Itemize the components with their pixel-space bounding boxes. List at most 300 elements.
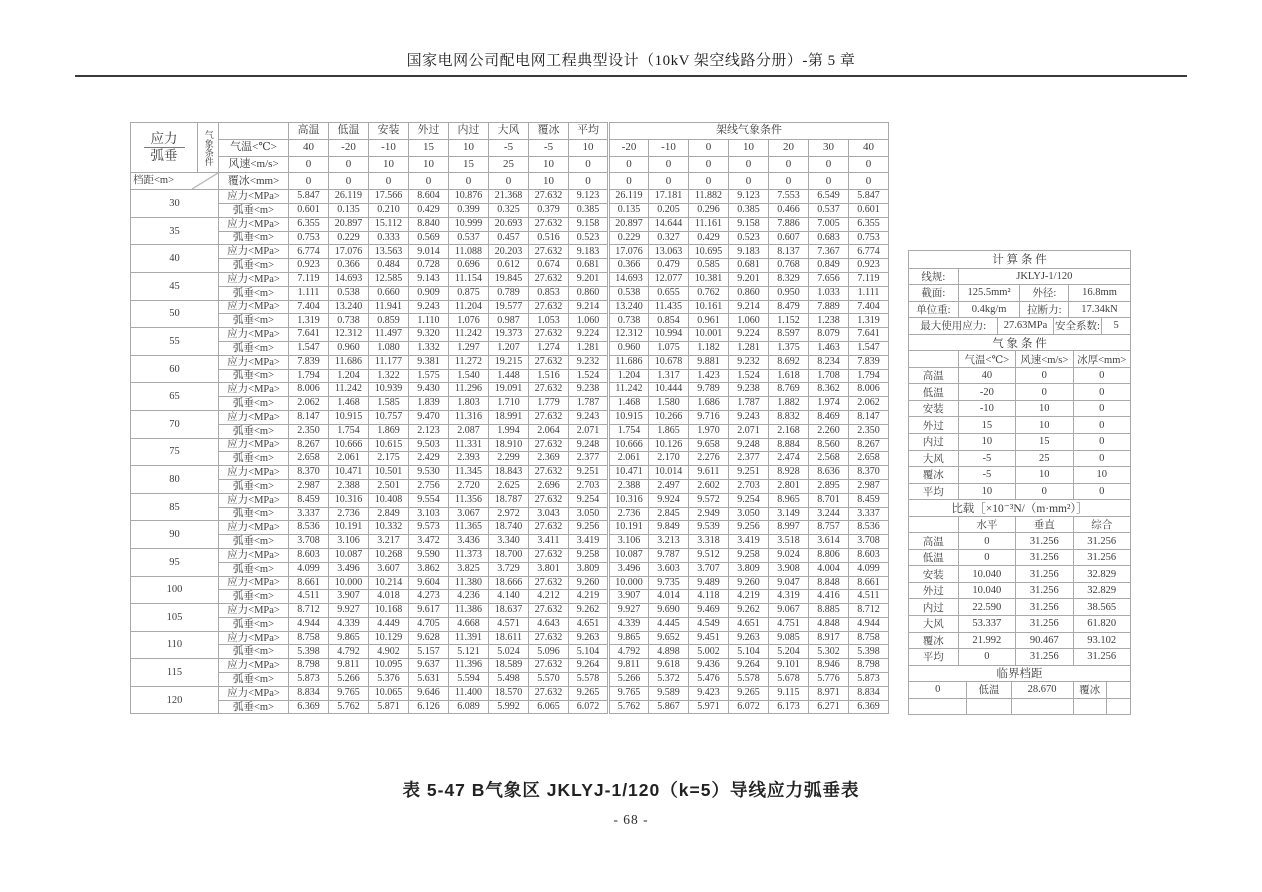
- stress-value-cell: 15.112: [369, 217, 409, 231]
- stress-value-cell: 20.693: [489, 217, 529, 231]
- stress-value-cell: 18.700: [489, 548, 529, 562]
- load-value-cell: 高温: [922, 536, 944, 548]
- sag-value-cell: 4.339: [329, 617, 369, 631]
- calc-cell: 0.4kg/m: [958, 302, 1020, 318]
- sag-value-cell: 2.658: [289, 452, 329, 466]
- load-row: [909, 632, 1130, 649]
- sag-value-cell: 2.071: [729, 424, 769, 438]
- stress-value-cell: 8.840: [409, 217, 449, 231]
- stress-value-cell: 21.368: [489, 190, 529, 204]
- stress-value-cell: 26.119: [609, 190, 649, 204]
- sag-value-cell: 2.299: [489, 452, 529, 466]
- sag-value-cell: 1.547: [289, 341, 329, 355]
- stress-value-cell: 10.666: [329, 438, 369, 452]
- stress-value-cell: 18.570: [489, 686, 529, 700]
- stress-value-cell: 10.087: [329, 548, 369, 562]
- stress-value-cell: 27.632: [529, 686, 569, 700]
- critical-span-cell: 覆冰: [1073, 682, 1106, 698]
- sag-value-cell: 3.050: [569, 507, 609, 521]
- stress-value-cell: 7.656: [809, 272, 849, 286]
- specific-load-title: 比载［×10⁻³N/（m·mm²）］: [951, 502, 1088, 515]
- weather-value-cell: -20: [958, 384, 1015, 400]
- sag-value-cell: 3.067: [449, 507, 489, 521]
- stress-value-cell: 9.214: [729, 300, 769, 314]
- stress-value-cell: 8.469: [809, 410, 849, 424]
- sag-value-cell: 1.882: [769, 397, 809, 411]
- stress-value-cell: 5.847: [849, 190, 889, 204]
- sag-value-cell: 1.080: [369, 341, 409, 355]
- stress-value-cell: 11.380: [449, 576, 489, 590]
- load-value-cell: 0: [958, 533, 1015, 549]
- stress-value-cell: 8.079: [809, 328, 849, 342]
- stress-value-cell: 9.143: [409, 272, 449, 286]
- sag-value-cell: 0.523: [729, 231, 769, 245]
- sag-value-cell: 1.754: [329, 424, 369, 438]
- stress-value-cell: 9.214: [569, 300, 609, 314]
- sag-value-cell: 5.121: [449, 645, 489, 659]
- sag-value-cell: 1.794: [849, 369, 889, 383]
- stress-value-cell: 10.501: [369, 466, 409, 480]
- critical-span-cell: [1073, 699, 1106, 715]
- stress-row-label: 应力<MPa>: [219, 190, 289, 204]
- sag-value-cell: 6.089: [449, 700, 489, 714]
- sag-value-cell: 2.350: [849, 424, 889, 438]
- load-row: [909, 582, 1130, 599]
- weather-value-cell: 0: [1073, 368, 1130, 384]
- sag-value-cell: 3.603: [649, 562, 689, 576]
- weather-value-cell: 25: [1015, 451, 1072, 467]
- sag-value-cell: 4.705: [409, 617, 449, 631]
- stress-value-cell: 6.355: [849, 217, 889, 231]
- sag-value-cell: 0.960: [609, 341, 649, 355]
- sag-value-cell: 5.104: [729, 645, 769, 659]
- stress-value-cell: 10.000: [609, 576, 649, 590]
- stress-value-cell: 10.695: [689, 245, 729, 259]
- sag-value-cell: 2.625: [489, 479, 529, 493]
- stress-value-cell: 9.265: [569, 686, 609, 700]
- sag-value-cell: 2.260: [809, 424, 849, 438]
- sag-value-cell: 2.756: [409, 479, 449, 493]
- sag-row: [131, 203, 889, 217]
- sag-value-cell: 0.762: [689, 286, 729, 300]
- weather-value-cell: 10: [1073, 467, 1130, 483]
- sag-value-cell: 2.568: [809, 452, 849, 466]
- sag-value-cell: 3.043: [529, 507, 569, 521]
- load-row: [909, 648, 1130, 665]
- stress-value-cell: 8.997: [769, 521, 809, 535]
- span-number-cell: 105: [131, 604, 219, 632]
- sag-value-cell: 0.385: [729, 203, 769, 217]
- param-row: [131, 173, 889, 190]
- weather-header-cell: 气温<℃>: [958, 351, 1015, 367]
- stress-value-cell: 27.632: [529, 548, 569, 562]
- param-value-cell: 10: [529, 156, 569, 173]
- sag-value-cell: 0.229: [329, 231, 369, 245]
- stress-row-label: 应力<MPa>: [219, 272, 289, 286]
- header-row-conditions: [131, 123, 889, 140]
- stress-value-cell: 8.603: [849, 548, 889, 562]
- stress-value-cell: 8.701: [809, 493, 849, 507]
- stress-value-cell: 8.834: [849, 686, 889, 700]
- sag-value-cell: 4.902: [369, 645, 409, 659]
- sag-value-cell: 1.060: [569, 314, 609, 328]
- load-header-row: [909, 516, 1130, 533]
- stress-value-cell: 9.470: [409, 410, 449, 424]
- stress-value-cell: 9.264: [729, 659, 769, 673]
- load-value-cell: 0: [958, 649, 1015, 665]
- sag-value-cell: 2.602: [689, 479, 729, 493]
- stress-value-cell: 9.256: [569, 521, 609, 535]
- weather-value-cell: 0: [1073, 484, 1130, 500]
- sag-row-label: 弧垂<m>: [219, 700, 289, 714]
- stress-value-cell: 8.370: [849, 466, 889, 480]
- calc-cell: 单位重:: [916, 304, 951, 316]
- load-value-cell: 10.040: [958, 583, 1015, 599]
- sag-value-cell: 0.681: [729, 259, 769, 273]
- load-value-cell: 31.256: [1015, 616, 1072, 632]
- sag-row-label: 弧垂<m>: [219, 203, 289, 217]
- stress-row: [131, 272, 889, 286]
- stress-value-cell: 17.076: [329, 245, 369, 259]
- param-row: [131, 156, 889, 173]
- sag-value-cell: 0.229: [609, 231, 649, 245]
- stress-value-cell: 27.632: [529, 410, 569, 424]
- sag-value-cell: 3.496: [609, 562, 649, 576]
- stress-value-cell: 8.758: [849, 631, 889, 645]
- stress-value-cell: 8.603: [289, 548, 329, 562]
- stress-value-cell: 7.641: [289, 328, 329, 342]
- stress-sag-fraction-label: [131, 123, 197, 172]
- stress-row: [131, 659, 889, 673]
- calc-row: [909, 268, 1130, 285]
- stress-value-cell: 7.119: [289, 272, 329, 286]
- sag-value-cell: 4.445: [649, 617, 689, 631]
- sag-value-cell: 2.393: [449, 452, 489, 466]
- weather-value-cell: 15: [1015, 434, 1072, 450]
- stress-value-cell: 9.254: [729, 493, 769, 507]
- sag-value-cell: 3.708: [289, 535, 329, 549]
- stress-value-cell: 9.658: [689, 438, 729, 452]
- param-value-cell: 25: [489, 156, 529, 173]
- load-row: [909, 549, 1130, 566]
- stress-value-cell: 27.632: [529, 466, 569, 480]
- sag-value-cell: 2.801: [769, 479, 809, 493]
- sag-value-cell: 4.140: [489, 590, 529, 604]
- stress-value-cell: 9.589: [649, 686, 689, 700]
- stress-value-cell: 9.381: [409, 355, 449, 369]
- stress-value-cell: 10.000: [329, 576, 369, 590]
- condition-header-cell: 安装: [369, 123, 409, 140]
- stress-value-cell: 19.577: [489, 300, 529, 314]
- sag-value-cell: 0.210: [369, 203, 409, 217]
- stress-value-cell: 8.006: [849, 383, 889, 397]
- sag-value-cell: 3.103: [409, 507, 449, 521]
- sag-value-cell: 4.792: [329, 645, 369, 659]
- stress-value-cell: 11.497: [369, 328, 409, 342]
- sag-row-label: 弧垂<m>: [219, 286, 289, 300]
- sag-value-cell: 1.033: [809, 286, 849, 300]
- sag-value-cell: 2.736: [329, 507, 369, 521]
- weather-value-cell: 10: [958, 484, 1015, 500]
- param-value-cell: 10: [409, 156, 449, 173]
- sag-value-cell: 5.476: [689, 673, 729, 687]
- sag-value-cell: 5.971: [689, 700, 729, 714]
- calc-cell: 线规:: [921, 271, 946, 283]
- weather-value-cell: 15: [958, 417, 1015, 433]
- load-value-cell: 31.256: [1015, 566, 1072, 582]
- stress-value-cell: 19.215: [489, 355, 529, 369]
- sag-value-cell: 0.585: [689, 259, 729, 273]
- stress-value-cell: 9.183: [569, 245, 609, 259]
- sag-value-cell: 1.547: [849, 341, 889, 355]
- sag-value-cell: 0.738: [329, 314, 369, 328]
- stress-value-cell: 6.355: [289, 217, 329, 231]
- param-value-cell: 0: [369, 173, 409, 190]
- sag-value-cell: 3.518: [769, 535, 809, 549]
- span-number-cell: 70: [131, 410, 219, 438]
- sag-row-label: 弧垂<m>: [219, 369, 289, 383]
- sag-value-cell: 3.419: [729, 535, 769, 549]
- stress-value-cell: 13.240: [609, 300, 649, 314]
- load-value-cell: 31.256: [1015, 550, 1072, 566]
- sag-value-cell: 4.898: [649, 645, 689, 659]
- calculation-conditions-panel: [908, 250, 1131, 715]
- span-number-cell: 75: [131, 438, 219, 466]
- stress-row: [131, 383, 889, 397]
- sag-row-label: 弧垂<m>: [219, 231, 289, 245]
- stress-value-cell: 9.263: [729, 631, 769, 645]
- sag-value-cell: 2.170: [649, 452, 689, 466]
- stringing-conditions-header: 架线气象条件: [609, 123, 889, 140]
- sag-row: [131, 479, 889, 493]
- stress-value-cell: 10.266: [649, 410, 689, 424]
- param-value-cell: 0: [849, 156, 889, 173]
- sag-value-cell: 2.388: [609, 479, 649, 493]
- stress-value-cell: 11.386: [449, 604, 489, 618]
- stress-value-cell: 9.865: [609, 631, 649, 645]
- critical-title-row: [909, 665, 1130, 682]
- stress-value-cell: 8.692: [769, 355, 809, 369]
- sag-value-cell: 2.429: [409, 452, 449, 466]
- load-value-cell: 53.337: [958, 616, 1015, 632]
- load-value-cell: 21.992: [958, 633, 1015, 649]
- param-value-cell: 10: [569, 139, 609, 156]
- stress-value-cell: 9.530: [409, 466, 449, 480]
- sag-row: [131, 369, 889, 383]
- stress-value-cell: 9.254: [569, 493, 609, 507]
- calc-cell: 最大使用应力:: [920, 321, 987, 333]
- stress-value-cell: 10.939: [369, 383, 409, 397]
- sag-value-cell: 6.072: [569, 700, 609, 714]
- stress-value-cell: 9.927: [609, 604, 649, 618]
- sag-value-cell: 4.212: [529, 590, 569, 604]
- sag-value-cell: 4.944: [849, 617, 889, 631]
- param-value-cell: 0: [609, 156, 649, 173]
- sag-value-cell: 0.987: [489, 314, 529, 328]
- sag-value-cell: 2.501: [369, 479, 409, 493]
- weather-value-cell: 40: [958, 368, 1015, 384]
- sag-value-cell: 3.106: [329, 535, 369, 549]
- sag-value-cell: 1.463: [809, 341, 849, 355]
- stress-value-cell: 9.248: [729, 438, 769, 452]
- sag-value-cell: 5.498: [489, 673, 529, 687]
- sag-value-cell: 1.686: [689, 397, 729, 411]
- weather-title-row: [909, 334, 1130, 351]
- sag-value-cell: 4.571: [489, 617, 529, 631]
- stress-value-cell: 7.553: [769, 190, 809, 204]
- sag-value-cell: 0.399: [449, 203, 489, 217]
- sag-value-cell: 0.950: [769, 286, 809, 300]
- stress-value-cell: 8.971: [809, 686, 849, 700]
- stress-value-cell: 27.632: [529, 328, 569, 342]
- sag-value-cell: 0.681: [569, 259, 609, 273]
- sag-value-cell: 0.660: [369, 286, 409, 300]
- sag-value-cell: 4.549: [689, 617, 729, 631]
- sag-value-cell: 4.944: [289, 617, 329, 631]
- stress-value-cell: 8.769: [769, 383, 809, 397]
- sag-value-cell: 3.801: [529, 562, 569, 576]
- stress-value-cell: 11.177: [369, 355, 409, 369]
- stress-value-cell: 11.686: [329, 355, 369, 369]
- stress-row: [131, 245, 889, 259]
- sag-row-label: 弧垂<m>: [219, 424, 289, 438]
- stress-row-label: 应力<MPa>: [219, 548, 289, 562]
- sag-value-cell: 3.244: [809, 507, 849, 521]
- sag-row-label: 弧垂<m>: [219, 259, 289, 273]
- critical-span-cell: [966, 699, 1010, 715]
- param-value-cell: -5: [529, 139, 569, 156]
- stress-value-cell: 10.014: [649, 466, 689, 480]
- stress-row: [131, 217, 889, 231]
- sag-value-cell: 0.849: [809, 259, 849, 273]
- sag-row: [131, 397, 889, 411]
- stress-value-cell: 9.123: [729, 190, 769, 204]
- stress-value-cell: 7.886: [769, 217, 809, 231]
- weather-value-cell: -10: [958, 401, 1015, 417]
- sag-value-cell: 1.865: [649, 424, 689, 438]
- sag-value-cell: 0.457: [489, 231, 529, 245]
- param-value-cell: 0: [609, 173, 649, 190]
- stress-value-cell: 10.191: [329, 521, 369, 535]
- stress-value-cell: 9.258: [729, 548, 769, 562]
- stress-value-cell: 8.006: [289, 383, 329, 397]
- stress-value-cell: 10.757: [369, 410, 409, 424]
- stress-value-cell: 9.232: [569, 355, 609, 369]
- sag-value-cell: 0.466: [769, 203, 809, 217]
- sag-value-cell: 5.631: [409, 673, 449, 687]
- load-value-cell: 10.040: [958, 566, 1015, 582]
- load-header-cell: 综合: [1073, 517, 1130, 533]
- load-value-cell: 大风: [922, 619, 944, 631]
- critical-span-cell: [1011, 699, 1073, 715]
- stress-value-cell: 11.345: [449, 466, 489, 480]
- stress-value-cell: 9.258: [569, 548, 609, 562]
- sag-value-cell: 4.449: [369, 617, 409, 631]
- critical-span-cell: [1106, 682, 1130, 698]
- stress-value-cell: 9.158: [729, 217, 769, 231]
- calc-conditions-title: 计 算 条 件: [992, 254, 1047, 267]
- param-value-cell: -10: [649, 139, 689, 156]
- sag-value-cell: 1.839: [409, 397, 449, 411]
- sag-value-cell: 3.908: [769, 562, 809, 576]
- stress-value-cell: 9.067: [769, 604, 809, 618]
- stress-value-cell: 9.652: [649, 631, 689, 645]
- stress-value-cell: 10.444: [649, 383, 689, 397]
- sag-value-cell: 1.516: [529, 369, 569, 383]
- stress-value-cell: 10.615: [369, 438, 409, 452]
- sag-value-cell: 5.002: [689, 645, 729, 659]
- stress-value-cell: 7.839: [849, 355, 889, 369]
- stress-value-cell: 9.811: [329, 659, 369, 673]
- stress-value-cell: 6.549: [809, 190, 849, 204]
- span-number-cell: 120: [131, 686, 219, 714]
- stress-value-cell: 9.765: [329, 686, 369, 700]
- stress-value-cell: 18.637: [489, 604, 529, 618]
- stress-row-label: 应力<MPa>: [219, 245, 289, 259]
- sag-value-cell: 1.204: [609, 369, 649, 383]
- stress-value-cell: 9.451: [689, 631, 729, 645]
- sag-value-cell: 2.849: [369, 507, 409, 521]
- sag-row-label: 弧垂<m>: [219, 452, 289, 466]
- stress-value-cell: 13.240: [329, 300, 369, 314]
- stress-value-cell: 8.757: [809, 521, 849, 535]
- sag-value-cell: 3.149: [769, 507, 809, 521]
- param-value-cell: 0: [409, 173, 449, 190]
- calc-cell: JKLYJ-1/120: [958, 269, 1130, 285]
- sag-value-cell: 0.854: [649, 314, 689, 328]
- stress-value-cell: 10.471: [609, 466, 649, 480]
- sag-row: [131, 507, 889, 521]
- sag-value-cell: 0.366: [609, 259, 649, 273]
- sag-value-cell: 2.369: [529, 452, 569, 466]
- sag-value-cell: 1.618: [769, 369, 809, 383]
- stress-value-cell: 10.095: [369, 659, 409, 673]
- span-header-cell: [131, 173, 219, 190]
- calc-cell: 外径:: [1019, 285, 1068, 301]
- stress-value-cell: 19.091: [489, 383, 529, 397]
- sag-value-cell: 1.111: [849, 286, 889, 300]
- weather-value-cell: 0: [1073, 434, 1130, 450]
- sag-value-cell: 3.607: [369, 562, 409, 576]
- stress-row: [131, 576, 889, 590]
- condition-header-cell: 内过: [449, 123, 489, 140]
- span-number-cell: 60: [131, 355, 219, 383]
- stress-value-cell: 10.471: [329, 466, 369, 480]
- table-caption: 表 5-47 B气象区 JKLYJ-1/120（k=5）导线应力弧垂表: [402, 780, 860, 800]
- stress-value-cell: 11.435: [649, 300, 689, 314]
- stress-value-cell: 27.632: [529, 300, 569, 314]
- sag-value-cell: 1.207: [489, 341, 529, 355]
- load-value-cell: 31.256: [1015, 533, 1072, 549]
- load-value-cell: 0: [958, 550, 1015, 566]
- sag-value-cell: 1.585: [369, 397, 409, 411]
- sag-value-cell: 1.317: [649, 369, 689, 383]
- stress-value-cell: 6.774: [289, 245, 329, 259]
- stress-value-cell: 10.214: [369, 576, 409, 590]
- weather-conditions-vertical-label: 气象条件: [197, 123, 218, 172]
- stress-value-cell: 27.632: [529, 272, 569, 286]
- stress-value-cell: 27.632: [529, 576, 569, 590]
- sag-value-cell: 3.809: [569, 562, 609, 576]
- sag-value-cell: 2.972: [489, 507, 529, 521]
- stress-value-cell: 10.915: [329, 410, 369, 424]
- param-value-cell: 10: [369, 156, 409, 173]
- load-value-cell: 低温: [922, 553, 944, 565]
- load-header-cell: [909, 517, 958, 533]
- stress-value-cell: 11.391: [449, 631, 489, 645]
- sag-row: [131, 645, 889, 659]
- stress-value-cell: 11.365: [449, 521, 489, 535]
